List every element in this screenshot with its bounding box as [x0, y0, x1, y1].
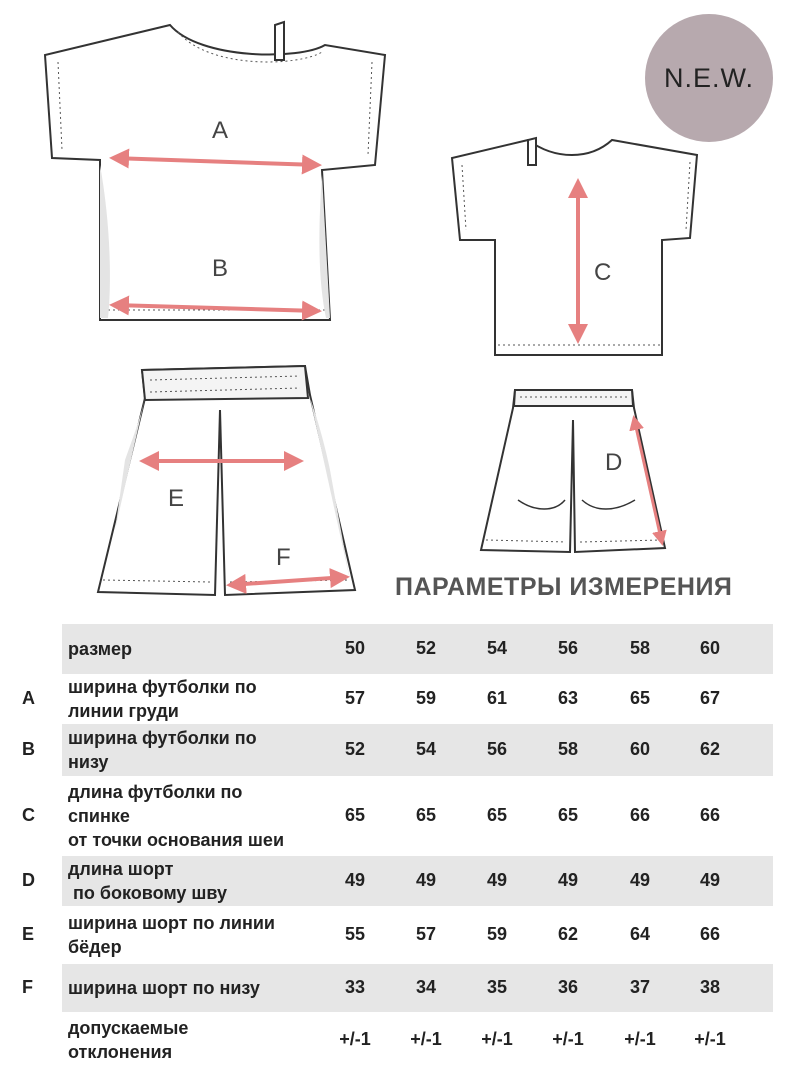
table-row: [0, 724, 800, 776]
size-table: [0, 624, 800, 1068]
brand-badge-text: N.E.W.: [663, 62, 754, 93]
value-cell: +/-1: [339, 1029, 371, 1049]
value-cell: 55: [344, 924, 366, 944]
value-cell: 59: [486, 924, 508, 944]
label-b: B: [212, 255, 229, 282]
description-line: ширина футболки по: [68, 728, 257, 748]
description-line: бёдер: [68, 937, 122, 957]
size-header-cell: 60: [699, 638, 721, 658]
row-description: [68, 780, 368, 852]
value-cell: 49: [486, 870, 508, 890]
value-cell: 49: [415, 870, 437, 890]
row-description: [68, 911, 368, 959]
value-cell: 60: [629, 739, 651, 759]
value-cell: +/-1: [694, 1029, 726, 1049]
description-line: допускаемые: [68, 1018, 189, 1038]
value-cell: 62: [557, 924, 579, 944]
row-description: [68, 1016, 368, 1064]
shorts-front-drawing: [98, 366, 355, 595]
value-cell: 59: [415, 688, 437, 708]
brand-badge: [645, 14, 773, 142]
size-header-cell: 52: [415, 638, 437, 658]
label-f: F: [276, 544, 291, 571]
label-c: C: [594, 259, 612, 286]
description-line: длина шорт: [68, 859, 174, 879]
value-cell: 65: [557, 805, 579, 825]
value-cell: 65: [629, 688, 651, 708]
value-cell: +/-1: [624, 1029, 656, 1049]
description-line: ширина футболки по: [68, 677, 257, 697]
row-code: F: [22, 977, 33, 997]
table-header-row: [0, 624, 800, 674]
value-cell: 38: [699, 977, 721, 997]
description-line: спинке: [68, 806, 130, 826]
value-cell: 66: [699, 805, 721, 825]
row-description: [68, 675, 368, 723]
tshirt-back-drawing: [452, 138, 697, 355]
description-line: низу: [68, 752, 109, 772]
value-cell: 49: [629, 870, 651, 890]
label-d: D: [605, 449, 623, 476]
value-cell: 54: [415, 739, 437, 759]
value-cell: 67: [699, 688, 721, 708]
value-cell: +/-1: [481, 1029, 513, 1049]
row-code: B: [22, 739, 35, 759]
row-description: [68, 976, 368, 1000]
value-cell: 33: [344, 977, 366, 997]
value-cell: 66: [629, 805, 651, 825]
size-header-cell: 50: [344, 638, 366, 658]
row-code: C: [22, 805, 35, 825]
value-cell: 65: [415, 805, 437, 825]
row-code: A: [22, 688, 35, 708]
value-cell: 37: [629, 977, 651, 997]
table-row: [0, 856, 800, 906]
value-cell: 57: [344, 688, 366, 708]
value-cell: 61: [486, 688, 508, 708]
description-line: отклонения: [68, 1042, 173, 1062]
description-line: линии груди: [68, 701, 179, 721]
row-description: [68, 726, 368, 774]
value-cell: 36: [557, 977, 579, 997]
shorts-back-drawing: [481, 390, 665, 552]
row-code: D: [22, 870, 35, 890]
value-cell: 49: [699, 870, 721, 890]
value-cell: 52: [344, 739, 366, 759]
value-cell: +/-1: [410, 1029, 442, 1049]
table-row: [0, 674, 800, 724]
value-cell: 63: [557, 688, 579, 708]
value-cell: 58: [557, 739, 579, 759]
table-row: [0, 964, 800, 1012]
value-cell: 62: [699, 739, 721, 759]
description-line: по боковому шву: [68, 883, 228, 903]
size-header-cell: 58: [629, 638, 651, 658]
size-header-cell: 54: [486, 638, 508, 658]
value-cell: 64: [629, 924, 651, 944]
label-a: A: [212, 117, 229, 144]
table-row: [0, 1012, 800, 1068]
label-e: E: [168, 485, 185, 512]
value-cell: 49: [344, 870, 366, 890]
description-line: ширина шорт по линии: [68, 913, 275, 933]
value-cell: 66: [699, 924, 721, 944]
value-cell: 65: [486, 805, 508, 825]
section-title: ПАРАМЕТРЫ ИЗМЕРЕНИЯ: [395, 573, 733, 601]
description-line: от точки основания шеи: [68, 830, 285, 850]
table-row: [0, 906, 800, 964]
value-cell: 57: [415, 924, 437, 944]
description-line: размер: [68, 639, 133, 659]
row-code: E: [22, 924, 35, 944]
size-header-cell: 56: [557, 638, 579, 658]
value-cell: 49: [557, 870, 579, 890]
value-cell: 56: [486, 739, 508, 759]
value-cell: +/-1: [552, 1029, 584, 1049]
row-description: [68, 857, 368, 905]
table-row: [0, 776, 800, 856]
description-line: ширина шорт по низу: [68, 978, 260, 998]
value-cell: 65: [344, 805, 366, 825]
value-cell: 35: [486, 977, 508, 997]
size-header-label: [68, 637, 368, 661]
description-line: длина футболки по: [68, 782, 243, 802]
value-cell: 34: [415, 977, 437, 997]
